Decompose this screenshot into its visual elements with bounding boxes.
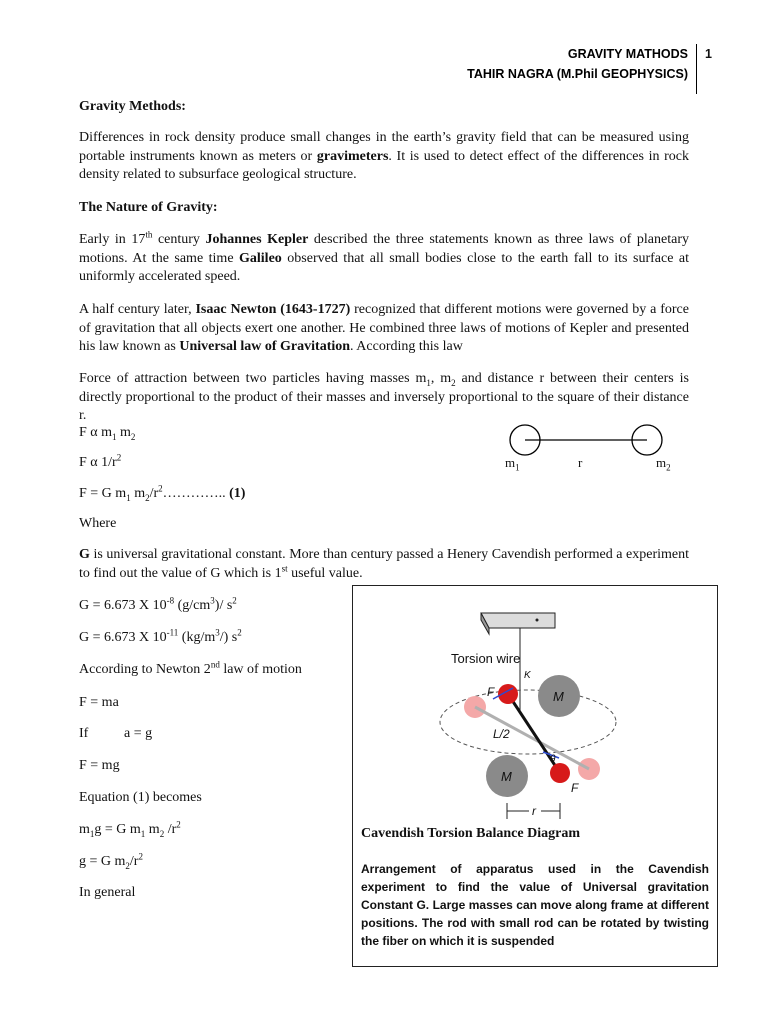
paragraph-g-constant: G is universal gravitational constant. More than century passed a Henery Cavendish performed a experiment to find out the value of G which is 1st useful value. xyxy=(79,547,689,581)
r-label: r xyxy=(532,804,536,818)
theta-label: θ xyxy=(550,754,556,765)
small-mass-bottom xyxy=(550,763,570,783)
equation-mg: $m_1g = G$ $m_1$ $m_2$ $/r^2$ xyxy=(79,819,181,839)
bracket-dot xyxy=(536,619,539,622)
support-bracket-top xyxy=(481,613,555,628)
paragraph-force-attraction: Force of attraction between two particles having masses $m_1$, $m_2$ and distance r between their centers is directly proportional to the product of their masses and inversely proportional to the square of their distance r. xyxy=(79,371,690,423)
force-label-bottom: F xyxy=(571,781,579,795)
equation-f-ma: F = ma xyxy=(79,695,119,710)
mass-2-label: $m_2$ xyxy=(656,455,671,473)
paragraph-newton: A half century later, Isaac Newton (1643-1727) recognized that different motions were governed by a force of gravitation that all objects exert one another. He combined three laws of motions of Kepler and presented his law known as Universal law of Gravitation. According this law xyxy=(79,302,689,354)
torsion-wire-label: Torsion wire xyxy=(451,651,521,666)
figure-caption-text: Arrangement of apparatus used in the Cavendish experiment to find the value of Universal gravitation Constant G. Large masses can move along frame at different positions. The rod with small rod can be rotated by twisting the fiber on which it is suspended xyxy=(361,862,709,948)
equation-g: g = G $m_2/r^2$ xyxy=(79,851,143,871)
where-label: Where xyxy=(79,516,117,531)
force-label-top: F xyxy=(487,685,495,699)
in-general-text: In general xyxy=(79,885,136,900)
equation-becomes-text: Equation (1) becomes xyxy=(79,790,202,805)
equation-g-cgs: G = 6.673 X $10^{-8}$ $(g/cm^3)/$ $s^2$ xyxy=(79,595,237,613)
header-author: TAHIR NAGRA (M.Phil GEOPHYSICS) xyxy=(467,67,688,81)
equation-proportional-masses: F α $m_1$ $m_2$ xyxy=(79,425,136,442)
equation-f-mg: F = mg xyxy=(79,758,120,773)
equation-inverse-square: F α $1/r^2$ xyxy=(79,452,122,470)
paragraph-kepler: Early in 17th century Johannes Kepler described the three statements known as three laws of planetary motions. At the same time Galileo observed that all small bodies close to the earth fall to its surface at uniformly accelerated speed. xyxy=(79,229,690,284)
figure-caption-title: Cavendish Torsion Balance Diagram xyxy=(361,826,580,841)
large-mass-top-label: M xyxy=(553,689,564,704)
paragraph-gravity-methods: Differences in rock density produce small changes in the earth’s gravity field that can be measured using portable instruments known as meters or gravimeters. It is used to detect effect of the differences in rock density related to subsurface geological structure. xyxy=(79,130,689,182)
page-number: 1 xyxy=(696,44,726,94)
distance-r-label: r xyxy=(578,455,583,470)
heading-gravity-methods: Gravity Methods: xyxy=(79,99,186,114)
equation-g-si: G = 6.673 X $10^{-11}$ $(kg/m^3/)$ $s^2$ xyxy=(79,627,242,645)
mass-1-label: $m_1$ xyxy=(505,455,520,473)
large-mass-bottom-label: M xyxy=(501,769,512,784)
equation-a-g: a = g xyxy=(124,726,153,741)
half-length-label: L/2 xyxy=(493,727,510,741)
header-title: GRAVITY MATHODS xyxy=(567,47,688,61)
heading-nature-of-gravity: The Nature of Gravity: xyxy=(79,200,218,215)
if-label: If xyxy=(79,726,89,741)
cavendish-figure xyxy=(352,585,718,967)
newton-second-law-text: According to Newton 2nd law of motion xyxy=(79,659,302,677)
k-label: K xyxy=(524,670,531,681)
running-header xyxy=(467,44,688,84)
equation-newton-gravitation: F = G $m_1$ $m_2/r^2\dots\dots\dots\dots$.. (1) xyxy=(79,483,246,503)
torsion-balance-diagram xyxy=(353,586,717,821)
